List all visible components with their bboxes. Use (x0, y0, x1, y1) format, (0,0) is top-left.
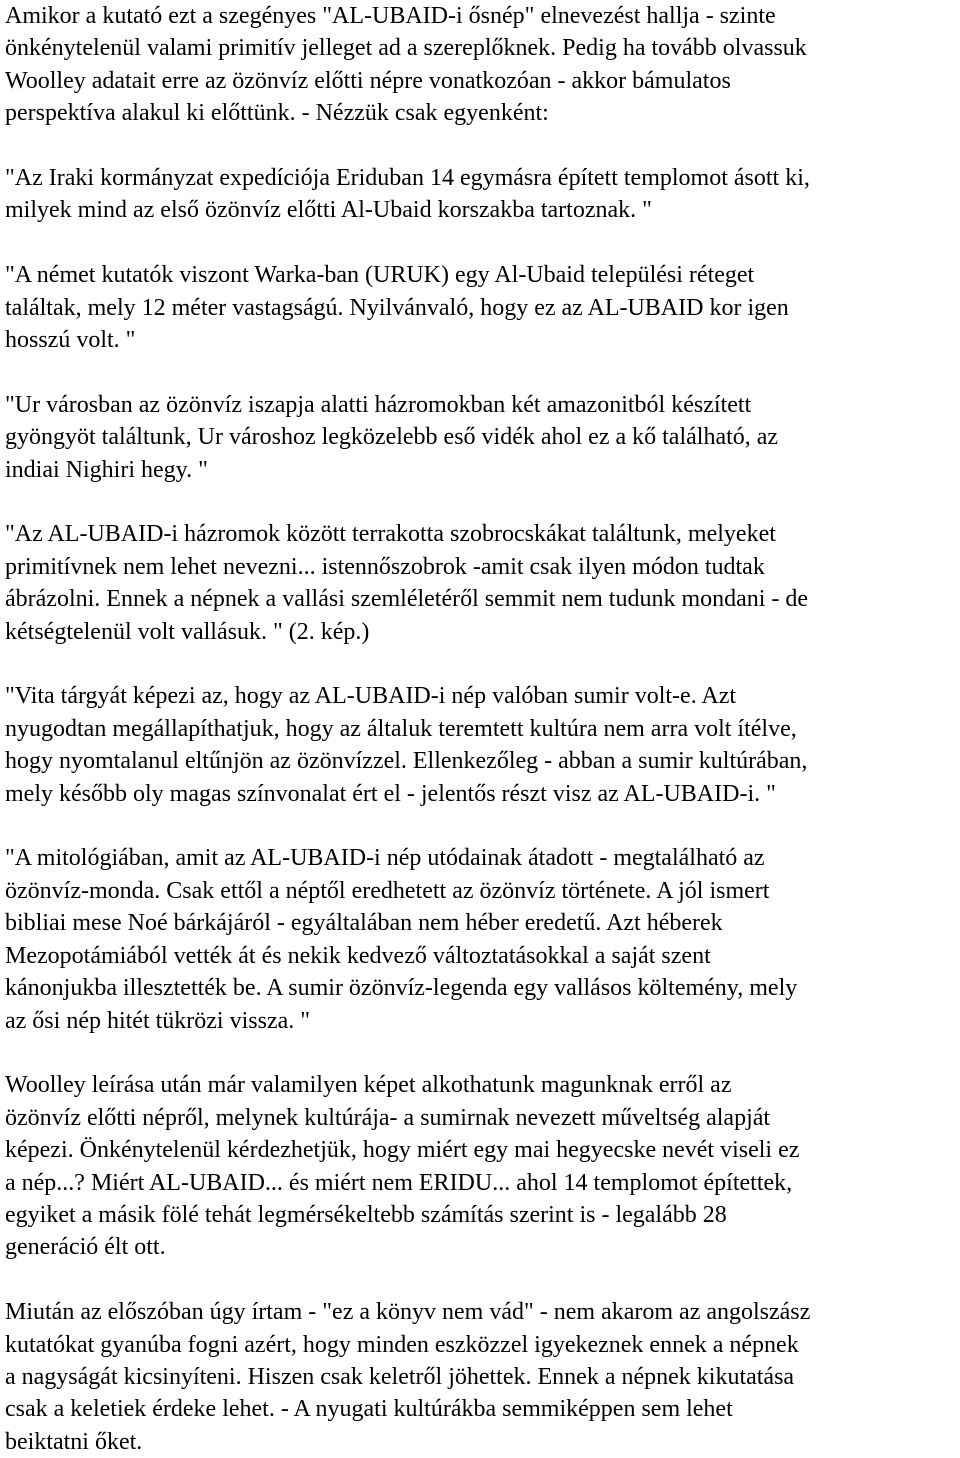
text-line: primitívnek nem lehet nevezni... istennőszobrok -amit csak ilyen módon tudtak (5, 553, 765, 580)
text-line: csak a keletiek érdeke lehet. - A nyugati kultúrákba semmiképpen sem lehet (5, 1396, 733, 1423)
text-line: "A német kutatók viszont Warka-ban (URUK) egy Al-Ubaid települési réteget (5, 262, 755, 289)
text-line: kétségtelenül volt vallásuk. " (2. kép.) (5, 618, 370, 645)
paragraph-quote-warka (5, 259, 960, 356)
paragraph-woolley (5, 1069, 960, 1263)
text-line: találtak, mely 12 méter vastagságú. Nyilvánvaló, hogy ez az AL-UBAID kor igen (5, 294, 789, 321)
text-line: "Vita tárgyát képezi az, hogy az AL-UBAID-i nép valóban sumir volt-e. Azt (5, 683, 737, 710)
text-line: a nagyságát kicsinyíteni. Hiszen csak keletről jöhettek. Ennek a népnek kikutatása (5, 1363, 795, 1390)
text-line: beiktatni őket. (5, 1428, 143, 1455)
text-line: Woolley adatait erre az özönvíz előtti népre vonatkozóan - akkor bámulatos (5, 67, 731, 94)
text-line: a nép...? Miért AL-UBAID... és miért nem ERIDU... ahol 14 templomot építettek, (5, 1169, 793, 1196)
text-line: Miután az előszóban úgy írtam - "ez a könyv nem vád" - nem akarom az angolszász (5, 1299, 811, 1326)
text-line: hosszú volt. " (5, 327, 136, 354)
text-line: kutatókat gyanúba fogni azért, hogy minden eszközzel igyekeznek ennek a népnek (5, 1331, 799, 1358)
text-line: "Az Iraki kormányzat expedíciója Eriduban 14 egymásra épített templomot ásott ki, (5, 165, 810, 192)
paragraph-quote-sumir (5, 680, 960, 810)
text-line: önkénytelenül valami primitív jelleget ad a szereplőknek. Pedig ha tovább olvassuk (5, 35, 807, 62)
text-line: képezi. Önkénytelenül kérdezhetjük, hogy miért egy mai hegyecske nevét viseli ez (5, 1137, 800, 1164)
text-line: Amikor a kutató ezt a szegényes "AL-UBAID-i ősnép" elnevezést hallja - szinte (5, 3, 776, 29)
text-line: indiai Nighiri hegy. " (5, 456, 208, 483)
text-line: mely később oly magas színvonalat ért el - jelentős részt visz az AL-UBAID-i. " (5, 780, 776, 807)
text-line: gyöngyöt találtunk, Ur városhoz legközelebb eső vidék ahol ez a kő található, az (5, 424, 779, 451)
paragraph-quote-ur (5, 389, 960, 486)
text-line: egyiket a másik fölé tehát legmérsékeltebb számítás szerint is - legalább 28 (5, 1201, 727, 1228)
text-line: kánonjukba illesztették be. A sumir özönvíz-legenda egy vallásos költemény, mely (5, 975, 798, 1002)
text-line: "Ur városban az özönvíz iszapja alatti házromokban két amazonitból készített (5, 391, 752, 418)
paragraph-intro (5, 0, 960, 130)
paragraph-quote-mythology (5, 842, 960, 1036)
text-line: özönvíz előtti népről, melynek kultúrája- a sumirnak nevezett műveltség alapját (5, 1104, 771, 1131)
text-line: nyugodtan megállapíthatjuk, hogy az általuk teremtett kultúra nem arra volt ítélve, (5, 715, 797, 742)
text-line: Mezopotámiából vették át és nekik kedvező változtatásokkal a saját szent (5, 942, 711, 969)
paragraph-quote-eridu (5, 162, 960, 227)
text-line: hogy nyomtalanul eltűnjön az özönvízzel. Ellenkezőleg - abban a sumir kultúrában, (5, 748, 808, 775)
text-line: özönvíz-monda. Csak ettől a néptől eredhetett az özönvíz története. A jól ismert (5, 877, 770, 904)
text-line: generáció élt ott. (5, 1234, 166, 1261)
text-line: "Az AL-UBAID-i házromok között terrakotta szobrocskákat találtunk, melyeket (5, 521, 776, 548)
paragraph-quote-terracotta (5, 518, 960, 648)
text-line: milyek mind az első özönvíz előtti Al-Ubaid korszakba tartoznak. " (5, 197, 652, 224)
text-line: ábrázolni. Ennek a népnek a vallási szemléletéről semmit nem tudunk mondani - de (5, 586, 809, 613)
text-line: Woolley leírása után már valamilyen képet alkothatunk magunknak erről az (5, 1072, 732, 1099)
text-line: az ősi nép hitét tükrözi vissza. " (5, 1007, 311, 1034)
text-line: "A mitológiában, amit az AL-UBAID-i nép utódainak átadott - megtalálható az (5, 845, 765, 872)
text-line: perspektíva alakul ki előttünk. - Nézzük csak egyenként: (5, 100, 549, 127)
paragraph-conclusion (5, 1296, 960, 1458)
text-line: bibliai mese Noé bárkájáról - egyáltalában nem héber eredetű. Azt héberek (5, 910, 723, 937)
